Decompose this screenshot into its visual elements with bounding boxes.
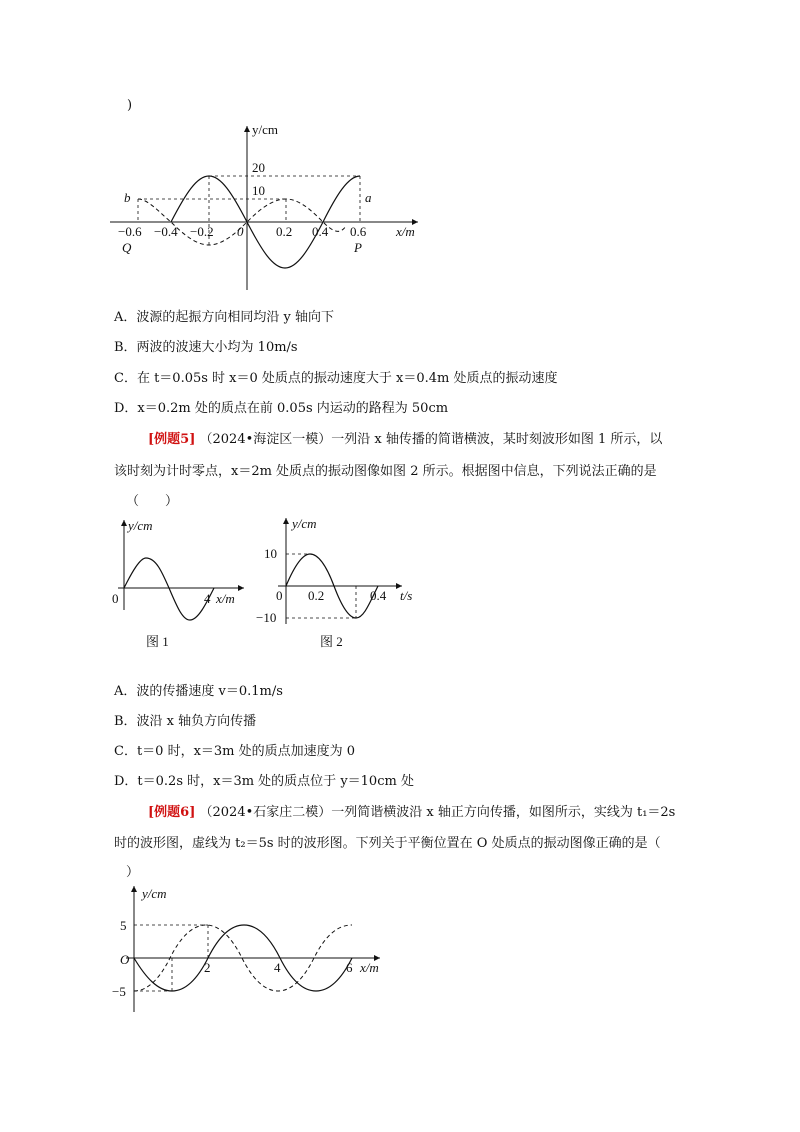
- q4-option-b: B．两波的波速大小均为 10m/s: [114, 340, 298, 355]
- wave-figure-q4: [110, 118, 430, 298]
- ex6-origin: O: [120, 952, 130, 967]
- ex5-fig2-xlabel: t/s: [400, 588, 413, 603]
- ex5-line1: [148, 428, 662, 447]
- ex5-fig2-t1: 0.2: [308, 588, 325, 603]
- xlabel: x/m: [396, 224, 415, 239]
- ex5-fig1-wave: [124, 558, 214, 620]
- point-q: Q: [122, 240, 132, 255]
- ex5-fig1-origin: 0: [112, 591, 119, 606]
- ex6-ylabel: y/cm: [142, 886, 167, 901]
- ex5-tag: [例题5]: [148, 432, 196, 447]
- tick-x-0: 0: [237, 224, 244, 239]
- ylabel: y/cm: [252, 122, 278, 137]
- ex5-figure-1: [108, 512, 258, 662]
- ex6-line3: ）: [126, 865, 140, 880]
- ex5-fig1-xlabel: x/m: [216, 591, 235, 606]
- ex6-top: 5: [120, 918, 127, 933]
- ex5-fig2-ylabel: y/cm: [292, 516, 317, 531]
- continued-paren: ): [127, 98, 133, 113]
- ex5-option-a: A．波的传播速度 v＝0.1m/s: [114, 684, 283, 699]
- ex5-figure-2: [252, 512, 432, 662]
- ex5-text1: （2024•海淀区一模）一列沿 x 轴传播的简谐横波，某时刻波形如图 1 所示，以: [199, 432, 663, 447]
- ex5-option-d: D．t＝0.2s 时，x＝3m 处的质点位于 y＝10cm 处: [114, 774, 414, 789]
- ex5-fig2-t2: 0.4: [370, 588, 387, 603]
- ex5-fig1-ylabel: y/cm: [128, 518, 153, 533]
- ex6-line2: 时的波形图，虚线为 t₂＝5s 时的波形图。下列关于平衡位置在 O 处质点的振动图像正确的是（: [114, 836, 661, 851]
- tick-x-neg02: −0.2: [190, 224, 214, 239]
- ex6-line1: [148, 801, 675, 820]
- ex6-text1: （2024•石家庄二模）一列简谐横波沿 x 轴正方向传播，如图所示，实线为 t₁＝2s: [199, 805, 676, 820]
- ex5-fig1-tick: 4: [204, 591, 211, 606]
- point-b: b: [124, 190, 131, 205]
- q4-option-d: D．x＝0.2m 处的质点在前 0.05s 内运动的路程为 50cm: [114, 401, 449, 416]
- ex5-option-c: C．t＝0 时，x＝3m 处的质点加速度为 0: [114, 744, 356, 759]
- ex5-fig2-caption: 图 2: [320, 634, 343, 649]
- tick-x-neg04: −0.4: [154, 224, 178, 239]
- ex5-line2: 该时刻为计时零点，x＝2m 处质点的振动图像如图 2 所示。根据图中信息，下列说法正确的是: [114, 464, 657, 479]
- q4-option-a: A．波源的起振方向相同均沿 y 轴向下: [114, 310, 334, 325]
- ex6-tick-6: 6: [346, 960, 353, 975]
- tick-x-04: 0.4: [312, 224, 329, 239]
- point-p: P: [354, 240, 362, 255]
- q4-option-c: C．在 t＝0.05s 时 x＝0 处质点的振动速度大于 x＝0.4m 处质点的振动速度: [114, 371, 558, 386]
- ex6-tag: [例题6]: [148, 805, 196, 820]
- ex5-fig2-bottom: −10: [256, 610, 277, 625]
- ex6-tick-4: 4: [274, 960, 281, 975]
- ex5-line3: （ ）: [126, 494, 179, 509]
- ex5-fig1-caption: 图 1: [146, 634, 169, 649]
- tick-y-20: 20: [252, 160, 265, 175]
- ex5-fig2-origin: 0: [276, 588, 283, 603]
- ex5-option-b: B．波沿 x 轴负方向传播: [114, 714, 257, 729]
- ex5-fig2-top: 10: [264, 546, 277, 561]
- tick-x-neg06: −0.6: [118, 224, 142, 239]
- tick-y-10: 10: [252, 183, 265, 198]
- ex6-figure: [108, 880, 408, 1020]
- tick-x-02: 0.2: [276, 224, 293, 239]
- ex6-bottom: −5: [112, 984, 126, 999]
- tick-x-06: 0.6: [350, 224, 367, 239]
- point-a: a: [365, 190, 372, 205]
- ex6-xlabel: x/m: [360, 960, 379, 975]
- ex6-tick-2: 2: [204, 960, 211, 975]
